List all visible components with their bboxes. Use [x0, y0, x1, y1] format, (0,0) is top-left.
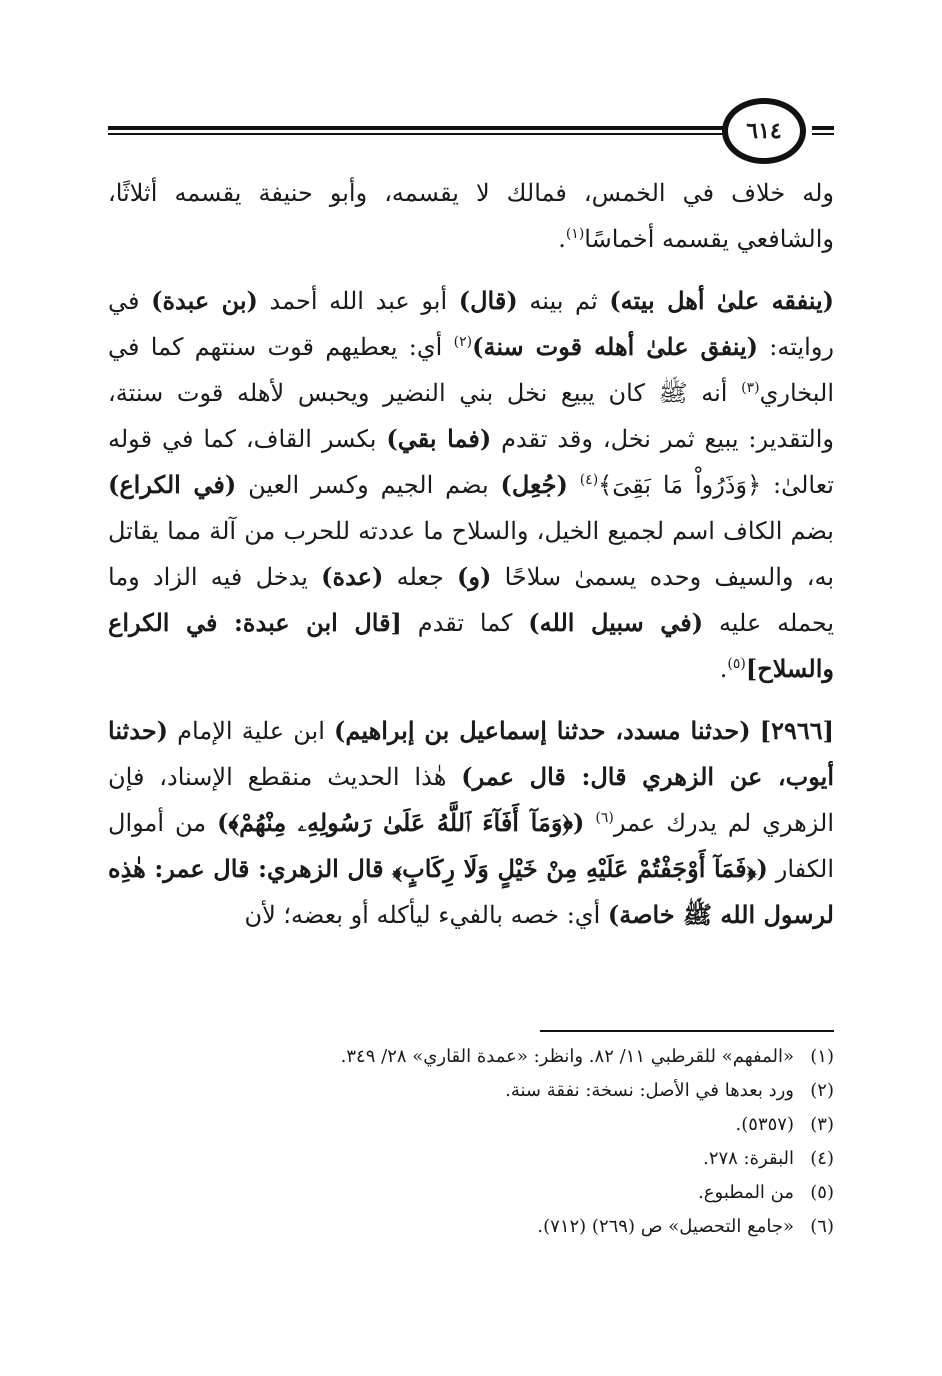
text-segment: بكسر القاف، كما في قوله تعالىٰ: ﴿وَذَرُواْ مَا بَقِىَ﴾: [108, 425, 834, 499]
footnote-text: من المطبوع.: [698, 1182, 794, 1203]
footnote-text: «جامع التحصيل» ص (٢٦٩) (٧١٢).: [537, 1216, 794, 1237]
footnote-ref: (٥): [727, 656, 746, 672]
footnote-3: [108, 1108, 834, 1142]
paragraph-3: [108, 708, 834, 938]
text-segment: هٰذا الحديث منقطع الإسناد، فإن الزهري لم يدرك عمر: [108, 763, 834, 837]
text-segment: .: [558, 225, 566, 253]
bold-text: (﴿فَمَآ أَوْجَفْتُمْ عَلَيْهِ مِنْ خَيْلٍ وَلَا رِكَابٍ﴾ قال الزهري: قال عمر: هٰذِه لرسول الله ﷺ خاصة): [108, 854, 834, 929]
page-number: ٦١٤: [746, 118, 782, 144]
footnote-separator: [540, 1030, 834, 1032]
header-rule-right-thick: [812, 126, 834, 130]
footnote-ref: (٦): [595, 810, 614, 826]
bold-text: (عدة): [321, 562, 384, 591]
bold-text: (و): [457, 562, 492, 591]
footnote-number: (٦): [810, 1216, 834, 1237]
page-number-badge: [722, 98, 806, 164]
bold-text: (﴿وَمَآ أَفَآءَ ٱللَّهُ عَلَىٰ رَسُولِهِۦ مِنْهُمْ﴾): [217, 808, 585, 837]
bold-text: (فما بقي): [386, 424, 492, 453]
footnote-ref: (٢): [453, 334, 473, 350]
text-segment: .: [719, 655, 728, 683]
text-segment: أي: يعطيهم قوت سنتهم كما في البخاري: [108, 333, 834, 407]
text-segment: بضم الكاف اسم لجميع الخيل، والسلاح ما عددته للحرب من آلة مما يقاتل به، والسيف وحده يسمىٰ سلاحًا: [108, 517, 834, 591]
bold-text: (حدثنا أيوب، عن الزهري قال: قال عمر): [108, 716, 834, 791]
header-rule-thick: [108, 126, 728, 130]
text-segment: جعله: [383, 563, 458, 591]
text-segment: في روايته:: [108, 287, 835, 361]
text-segment: أنه ﷺ كان يبيع نخل بني النضير ويحبس لأهله قوت سنتة، والتقدير: يبيع ثمر نخل، وقد تقدم: [108, 379, 834, 453]
footnote-1: [108, 1040, 834, 1074]
paragraph-1: [108, 170, 834, 262]
footnote-number: (٥): [810, 1182, 834, 1203]
text-segment: ابن علية الإمام: [168, 717, 335, 745]
text-segment: أي: خصه بالفيء ليأكله أو بعضه؛ لأن: [244, 901, 608, 929]
bold-text: (جُعِل): [500, 470, 568, 499]
footnote-5: [108, 1176, 834, 1210]
bold-text: (ينفق علىٰ أهله قوت سنة): [472, 332, 758, 361]
bold-text: (ينفقه علىٰ أهل بيته): [609, 286, 834, 315]
text-segment: أبو عبد الله أحمد: [257, 287, 459, 315]
text-segment: [584, 809, 595, 837]
text-segment: ثم بينه: [517, 287, 610, 315]
footnote-number: (٢): [810, 1080, 834, 1101]
footnote-text: البقرة: ٢٧٨.: [703, 1148, 794, 1169]
bold-text: [قال ابن عبدة: في الكراع والسلاح]: [108, 608, 834, 683]
footnotes: [108, 1040, 834, 1244]
text-segment: بضم الجيم وكسر العين: [236, 471, 501, 499]
footnote-text: (٥٣٥٧).: [735, 1114, 794, 1135]
text-segment: من أموال الكفار: [108, 809, 835, 883]
main-text: [108, 170, 834, 938]
text-segment: كما تقدم: [401, 609, 529, 637]
page-header: [108, 96, 834, 168]
footnote-4: [108, 1142, 834, 1176]
footnote-text: «المفهم» للقرطبي ١١/ ٨٢. وانظر: «عمدة القاري» ٢٨/ ٣٤٩.: [340, 1046, 794, 1067]
footnote-ref: (٣): [741, 380, 760, 396]
footnote-2: [108, 1074, 834, 1108]
footnote-number: (٣): [810, 1114, 834, 1135]
text-segment: [751, 717, 760, 745]
footnote-ref: (١): [565, 226, 585, 242]
bold-text: (قال): [458, 286, 518, 315]
text-segment: يدخل فيه الزاد وما يحمله عليه: [108, 563, 834, 637]
bold-text: [٢٩٦٦]: [759, 716, 834, 745]
bold-text: (في الكراع): [108, 470, 237, 499]
footnote-text: ورد بعدها في الأصل: نسخة: نفقة سنة.: [505, 1080, 794, 1101]
paragraph-2: [108, 278, 834, 692]
bold-text: (بن عبدة): [151, 286, 258, 315]
footnote-ref: (٤): [579, 472, 599, 488]
header-rule-right-thin: [812, 133, 834, 135]
text-segment: وله خلاف في الخمس، فمالك لا يقسمه، وأبو حنيفة يقسمه أثلاثًا، والشافعي يقسمه أخماسًا: [108, 179, 834, 253]
bold-text: (في سبيل الله): [528, 608, 704, 637]
footnote-6: [108, 1210, 834, 1244]
footnote-number: (٤): [810, 1148, 834, 1169]
header-rule-thin: [108, 133, 728, 135]
text-segment: [568, 471, 580, 499]
bold-text: (حدثنا مسدد، حدثنا إسماعيل بن إبراهيم): [334, 716, 751, 745]
footnote-number: (١): [810, 1046, 834, 1067]
